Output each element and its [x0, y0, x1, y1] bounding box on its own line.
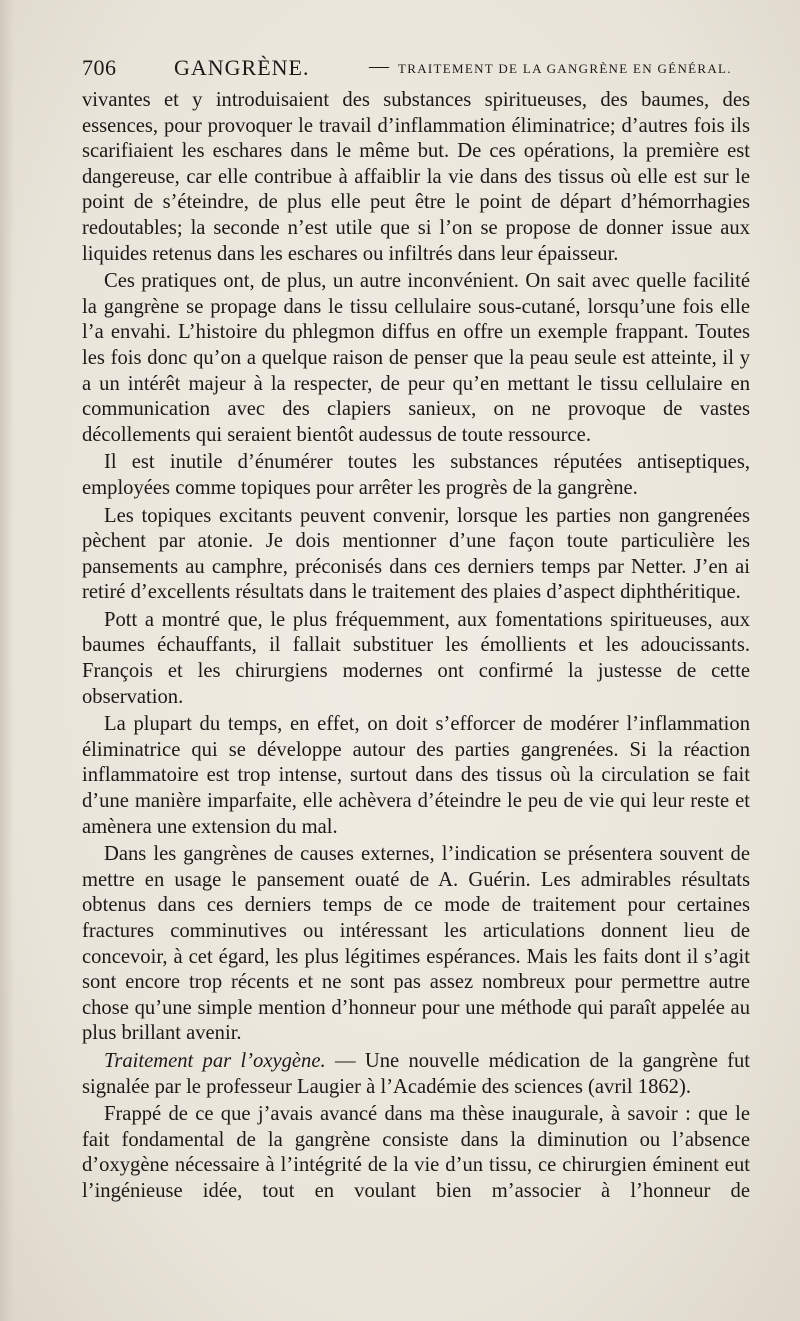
section-title: TRAITEMENT DE LA GANGRÈNE EN GÉNÉRAL.: [398, 61, 732, 76]
paragraph: Pott a montré que, le plus fréquemment, aux fomentations spiritueuses, aux baumes échauffants, il fallait substituer les émollients et les adoucissants. François et les chirurgiens modernes ont confirmé la justesse de cette observation.: [82, 608, 750, 708]
oxygen-paragraph-text: — Une nouvelle médication de la gangrène fut signalée par le professeur Laugier à l’Académie des sciences (avril 1862).: [82, 1049, 751, 1098]
oxygen-paragraph: [82, 1049, 750, 1100]
paragraph: Ces pratiques ont, de plus, un autre inconvénient. On sait avec quelle facilité la gangrène se propage dans le tissu cellulaire sous-cutané, lorsqu’une fois elle l’a envahi. L’histoire du phlegmon diffus en offre un exemple frappant. Toutes les fois donc qu’on a quelque raison de penser que la peau seule est atteinte, il y a un intérêt majeur à la respecter, de peur qu’en mettant le tissu cellulaire en communication avec des clapiers sanieux, on ne provoque de vastes décollements qui seraient bientôt audessus de toute ressource.: [82, 270, 750, 446]
paragraph: Les topiques excitants peuvent convenir, lorsque les parties non gangrenées pèchent par atonie. Je dois mentionner d’une façon toute particulière les pansements au camphre, préconisés dans ces derniers temps par Netter. J’en ai retiré d’excellents résultats dans le traitement des plaies d’aspect diphthéritique.: [82, 504, 750, 604]
running-head: [82, 55, 752, 87]
paragraph: La plupart du temps, en effet, on doit s’efforcer de modérer l’inflammation éliminatrice qui se développe autour des parties gangrenées. Si la réaction inflammatoire est trop intense, surtout dans des tissus où la circulation se fait d’une manière imparfaite, elle achèvera d’éteindre le peu de vie qui leur reste et amènera une extension du mal.: [82, 713, 750, 838]
page-edge-shadow: [0, 0, 14, 1321]
page-number: 706: [82, 55, 117, 80]
header-dash: —: [369, 55, 389, 77]
body-text: [82, 88, 750, 1207]
chapter-title: GANGRÈNE.: [174, 55, 310, 80]
subsection-heading: Traitement par l’oxygène.: [104, 1049, 326, 1072]
paragraph: vivantes et y introduisaient des substances spiritueuses, des baumes, des essences, pour provoquer le travail d’inflammation éliminatrice; d’autres fois ils scarifiaient les eschares dans le même but. De ces opérations, la première est dangereuse, car elle contribue à affaiblir la vie dans des tissus où elle est sur le point de s’éteindre, de plus elle peut être le point de départ d’hémorrhagies redoutables; la seconde n’est utile que si l’on se propose de donner issue aux liquides retenus dans les eschares ou infiltrés dans leur épaisseur.: [82, 89, 750, 265]
paragraph: Il est inutile d’énumérer toutes les substances réputées antiseptiques, employées comme topiques pour arrêter les progrès de la gangrène.: [82, 451, 750, 499]
final-paragraph: Frappé de ce que j’avais avancé dans ma thèse inaugurale, à savoir : que le fait fondamental de la gangrène consiste dans la diminution ou l’absence d’oxygène nécessaire à l’intégrité de la vie d’un tissu, ce chirurgien éminent eut l’ingénieuse idée, tout en voulant bien m’associer à l’honneur de: [82, 1103, 750, 1202]
paragraph: Dans les gangrènes de causes externes, l’indication se présentera souvent de mettre en usage le pansement ouaté de A. Guérin. Les admirables résultats obtenus dans ces derniers temps de ce mode de traitement pour certaines fractures comminutives ou intéressant les articulations donnent lieu de concevoir, à cet égard, les plus légitimes espérances. Mais les faits dont il s’agit sont encore trop récents et ne sont pas assez nombreux pour permettre autre chose qu’une simple mention d’honneur pour une méthode qui paraît appelée au plus brillant avenir.: [82, 843, 750, 1045]
